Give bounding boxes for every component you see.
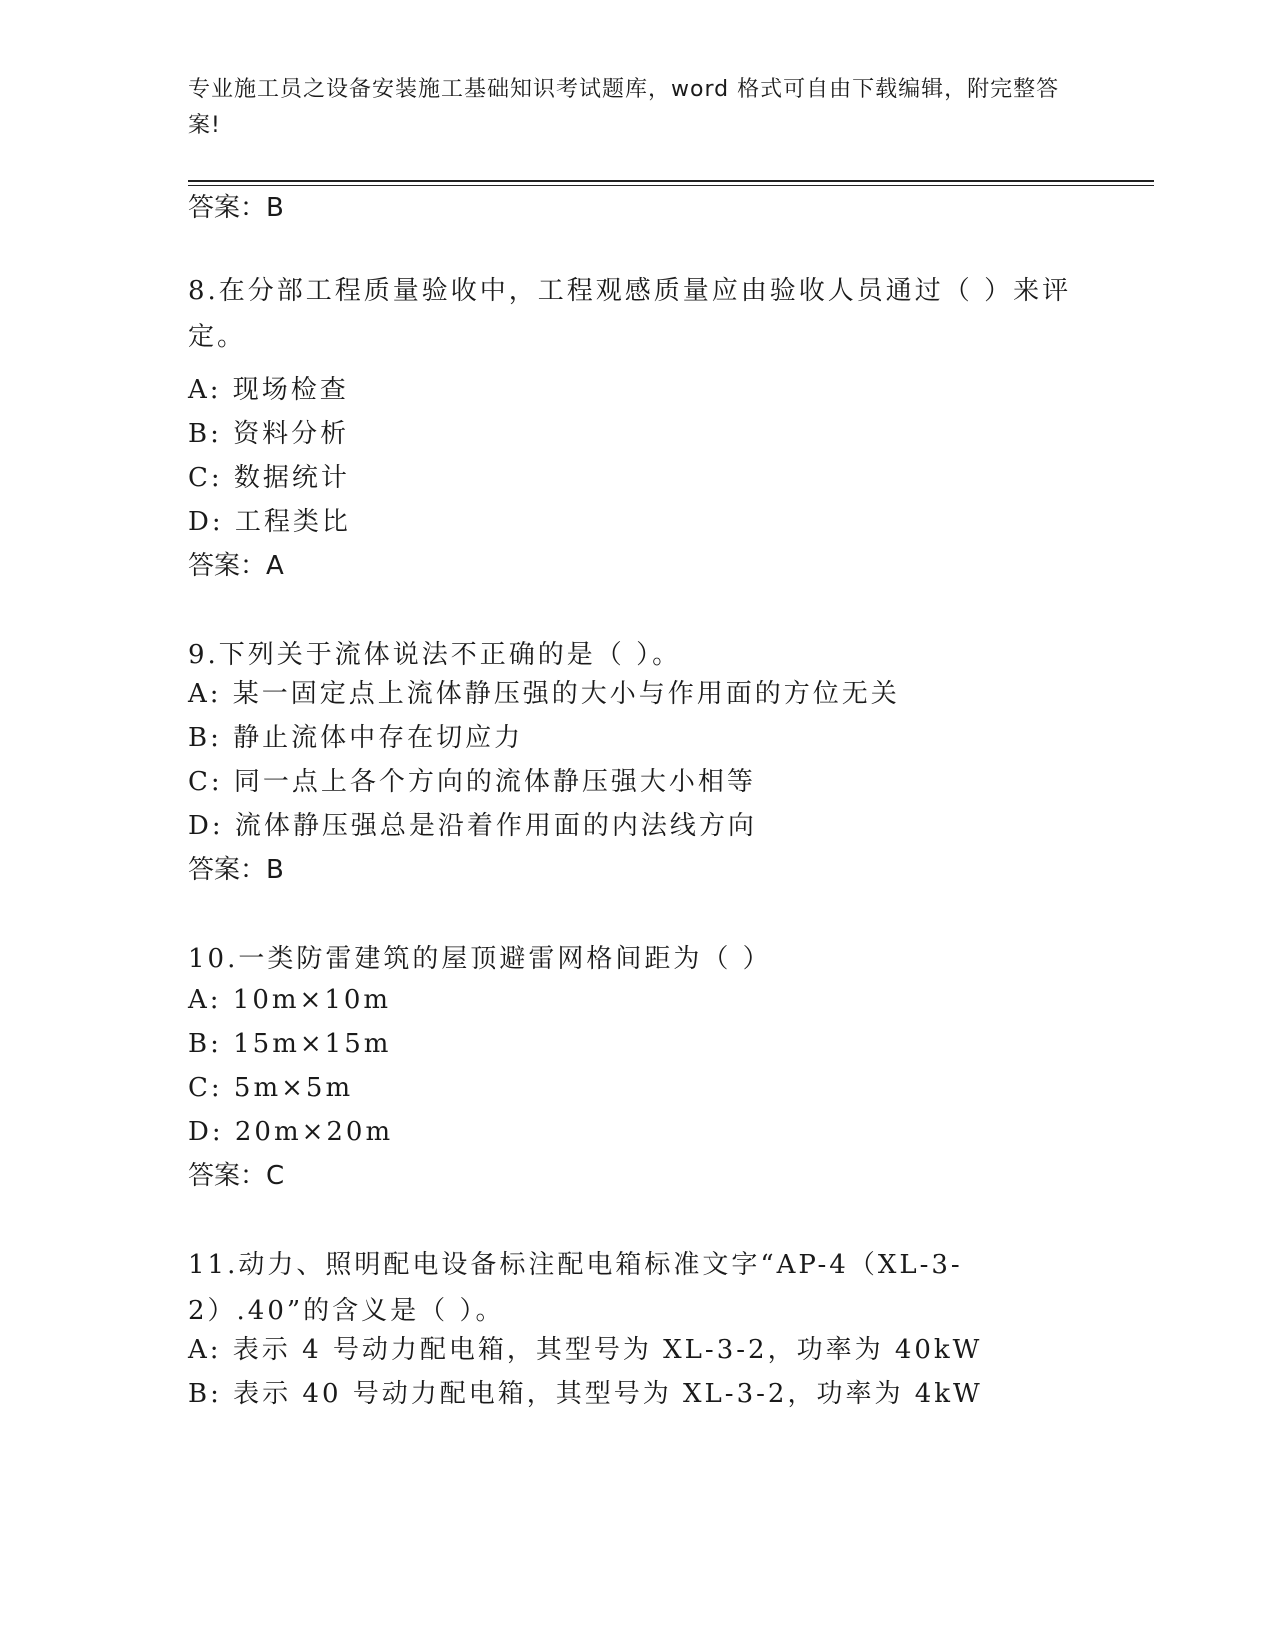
question-11-option-b: B: 表示 40 号动力配电箱，其型号为 XL-3-2，功率为 4kW [188,1379,983,1409]
question-8-option-c: C: 数据统计 [188,463,350,493]
question-8-option-a: A: 现场检查 [188,375,349,405]
question-8-option-b: B: 资料分析 [188,419,350,449]
question-10-option-d: D: 20m×20m [188,1117,394,1147]
page-header: 专业施工员之设备安装施工基础知识考试题库，word 格式可自由下载编辑，附完整答案! [188,77,1060,138]
question-9: 9.下列关于流体说法不正确的是（ ）。 [188,640,682,670]
question-10-option-a: A: 10m×10m [188,985,392,1015]
question-9-answer: 答案：B [188,855,284,885]
question-9-option-c: C: 同一点上各个方向的流体静压强大小相等 [188,767,756,797]
header-divider-thick [188,180,1154,182]
answer-previous: 答案：B [188,193,284,223]
question-8-answer: 答案：A [188,551,284,581]
question-9-option-b: B: 静止流体中存在切应力 [188,723,524,753]
question-9-option-d: D: 流体静压强总是沿着作用面的内法线方向 [188,811,757,841]
question-10-option-c: C: 5m×5m [188,1073,354,1103]
question-8: 8.在分部工程质量验收中，工程观感质量应由验收人员通过（ ）来评定。 [188,276,1072,352]
question-10: 10.一类防雷建筑的屋顶避雷网格间距为（ ） [188,944,772,974]
question-11-option-a: A: 表示 4 号动力配电箱，其型号为 XL-3-2，功率为 40kW [188,1335,983,1365]
question-11: 11.动力、照明配电设备标注配电箱标准文字“AP-4（XL-3-2）.40”的含义是（ ）。 [188,1250,963,1326]
header-divider-thin [188,185,1154,186]
question-8-option-d: D: 工程类比 [188,507,351,537]
question-10-option-b: B: 15m×15m [188,1029,392,1059]
question-10-answer: 答案：C [188,1161,285,1191]
question-9-option-a: A: 某一固定点上流体静压强的大小与作用面的方位无关 [188,679,900,709]
